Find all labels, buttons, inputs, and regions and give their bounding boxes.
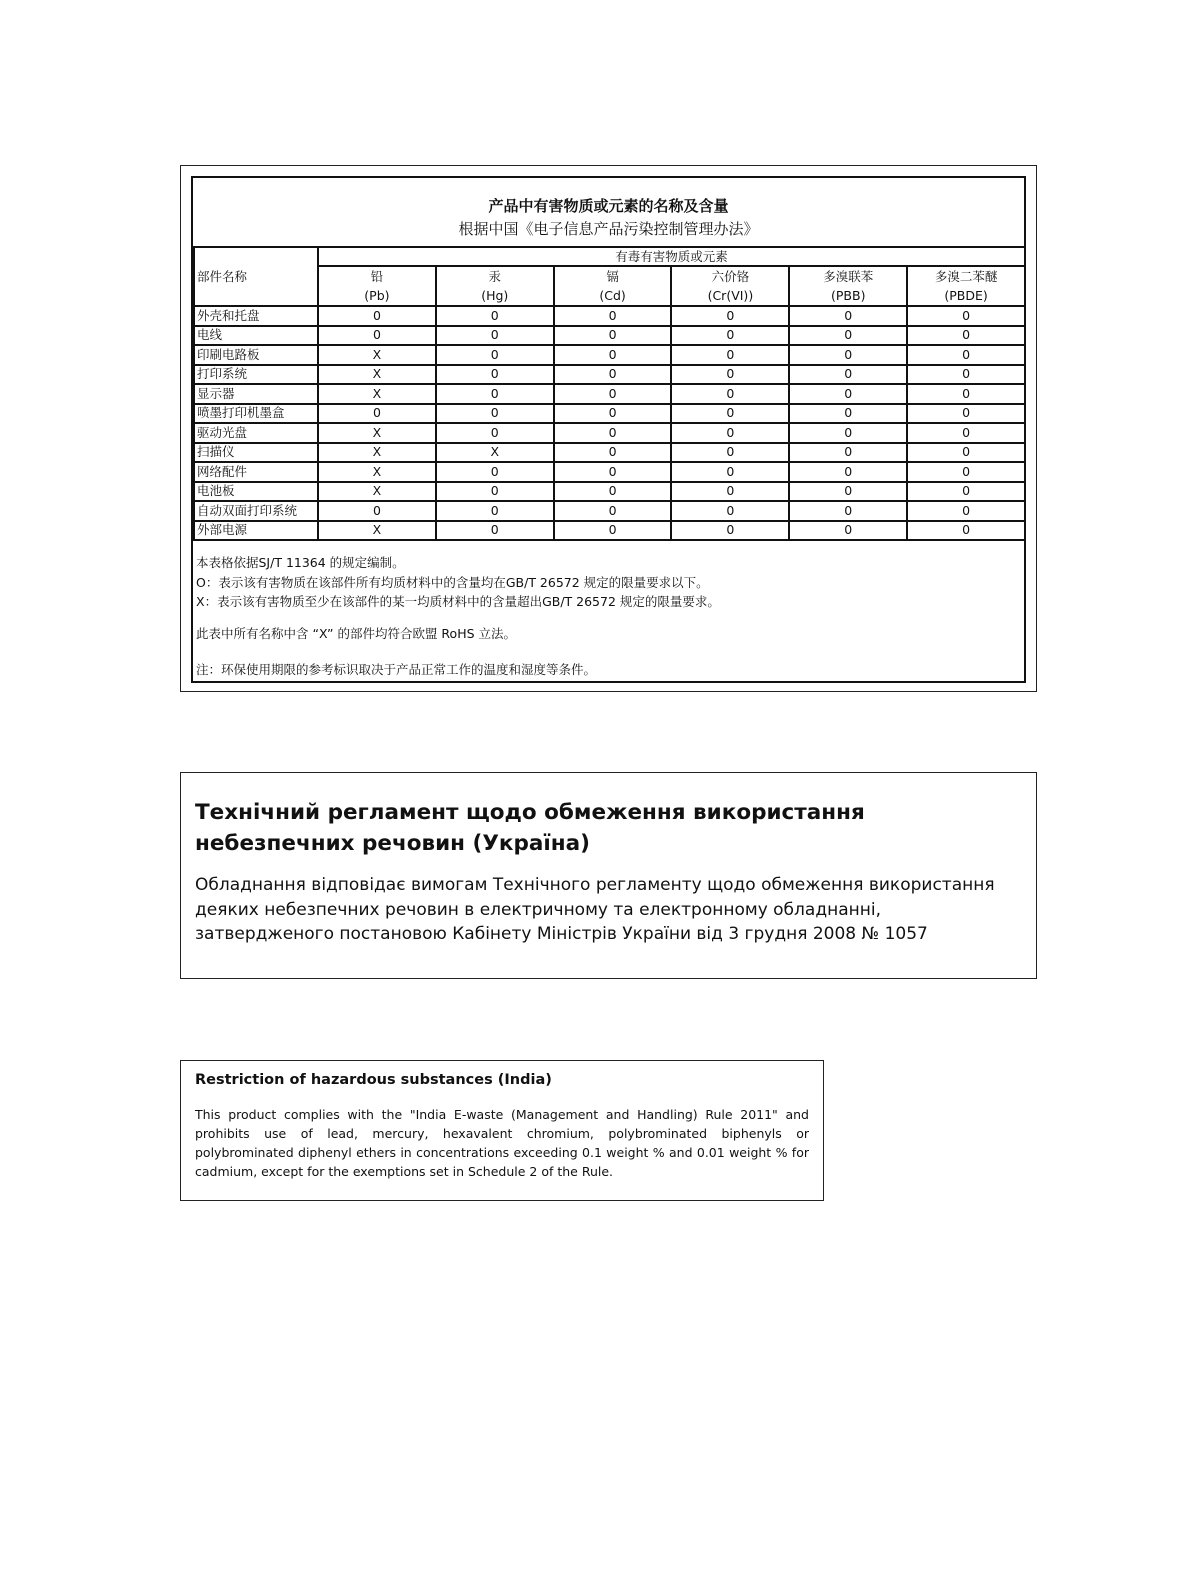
part-name-cell: 电线 xyxy=(194,326,318,346)
substance-value-cell: 0 xyxy=(671,345,789,365)
table-row xyxy=(194,423,1025,443)
substance-value-cell: 0 xyxy=(436,306,554,326)
substance-value-cell: 0 xyxy=(907,501,1025,521)
part-name-cell: 扫描仪 xyxy=(194,443,318,463)
substance-value-cell: 0 xyxy=(789,482,907,502)
substance-value-cell: 0 xyxy=(907,306,1025,326)
substance-symbol: (PBB) xyxy=(789,287,907,306)
substance-value-cell: 0 xyxy=(671,501,789,521)
substance-value-cell: 0 xyxy=(671,482,789,502)
table-row xyxy=(194,521,1025,541)
substance-value-cell: X xyxy=(318,384,436,404)
substance-value-cell: X xyxy=(436,443,554,463)
china-rohs-section xyxy=(180,165,1037,692)
substance-value-cell: X xyxy=(318,482,436,502)
substance-name-row xyxy=(194,266,1025,287)
ukraine-body-line: затвердженого постановою Кабінету Міністрів України від 3 грудня 2008 № 1057 xyxy=(195,924,928,944)
substance-name: 六价铬 xyxy=(671,266,789,287)
substance-value-cell: 0 xyxy=(318,501,436,521)
substance-group-header: 有毒有害物质或元素 xyxy=(318,247,1025,266)
substance-value-cell: 0 xyxy=(436,462,554,482)
ukraine-rohs-title xyxy=(195,797,1015,859)
substance-value-cell: 0 xyxy=(789,462,907,482)
substance-value-cell: 0 xyxy=(907,326,1025,346)
china-rohs-title: 产品中有害物质或元素的名称及含量 xyxy=(488,197,729,215)
table-row xyxy=(194,384,1025,404)
part-name-cell: 外壳和托盘 xyxy=(194,306,318,326)
india-rohs-section xyxy=(180,1060,824,1201)
substance-value-cell: 0 xyxy=(671,423,789,443)
substance-value-cell: 0 xyxy=(436,365,554,385)
ukraine-title-line: Технічний регламент щодо обмеження використання xyxy=(195,800,865,825)
ukraine-body-line: деяких небезпечних речовин в електричному та електронному обладнанні, xyxy=(195,899,881,920)
substance-value-cell: 0 xyxy=(907,482,1025,502)
substance-name: 铅 xyxy=(318,266,436,287)
substance-value-cell: 0 xyxy=(671,462,789,482)
substance-value-cell: 0 xyxy=(554,501,672,521)
substance-value-cell: 0 xyxy=(436,384,554,404)
substance-value-cell: 0 xyxy=(789,365,907,385)
part-name-cell: 喷墨打印机墨盒 xyxy=(194,404,318,424)
india-rohs-body: This product complies with the "India E-waste (Management and Handling) Rule 2011" and prohibits use of lead, mercury, hexavalent chromium, polybrominated biphenyls or polybrominated diphenyl ethers in concentrations exceeding 0.1 weight % and 0.01 weight % for cadmium, except for the exemptions set in Schedule 2 of the Rule. xyxy=(195,1107,809,1179)
table-header-row xyxy=(194,247,1025,266)
substance-value-cell: 0 xyxy=(554,326,672,346)
substance-value-cell: 0 xyxy=(789,501,907,521)
table-row xyxy=(194,365,1025,385)
substance-value-cell: 0 xyxy=(907,404,1025,424)
table-row xyxy=(194,345,1025,365)
substance-value-cell: 0 xyxy=(671,521,789,541)
substance-symbol-row xyxy=(194,287,1025,306)
substance-name: 汞 xyxy=(436,266,554,287)
substance-value-cell: 0 xyxy=(318,306,436,326)
substance-value-cell: 0 xyxy=(554,423,672,443)
substance-value-cell: X xyxy=(318,423,436,443)
part-name-cell: 驱动光盘 xyxy=(194,423,318,443)
substance-value-cell: 0 xyxy=(907,365,1025,385)
ukraine-rohs-body xyxy=(195,873,1025,947)
substance-value-cell: 0 xyxy=(554,521,672,541)
substance-name: 多溴二苯醚 xyxy=(907,266,1025,287)
substance-value-cell: 0 xyxy=(789,404,907,424)
substance-value-cell: X xyxy=(318,345,436,365)
substance-value-cell: X xyxy=(318,365,436,385)
substance-value-cell: 0 xyxy=(789,384,907,404)
substance-value-cell: 0 xyxy=(671,306,789,326)
table-row xyxy=(194,306,1025,326)
substance-name: 镉 xyxy=(554,266,672,287)
substance-symbol: (Cd) xyxy=(554,287,672,306)
substance-value-cell: 0 xyxy=(554,306,672,326)
part-name-cell: 网络配件 xyxy=(194,462,318,482)
part-name-cell: 电池板 xyxy=(194,482,318,502)
part-name-header: 部件名称 xyxy=(194,247,318,306)
substance-value-cell: 0 xyxy=(436,521,554,541)
substance-value-cell: 0 xyxy=(554,345,672,365)
substance-value-cell: 0 xyxy=(789,326,907,346)
substance-value-cell: 0 xyxy=(554,443,672,463)
substance-symbol: (Hg) xyxy=(436,287,554,306)
substance-value-cell: 0 xyxy=(554,384,672,404)
substance-value-cell: 0 xyxy=(907,443,1025,463)
substance-value-cell: 0 xyxy=(671,365,789,385)
part-name-cell: 显示器 xyxy=(194,384,318,404)
substance-value-cell: 0 xyxy=(671,443,789,463)
table-row xyxy=(194,501,1025,521)
substance-symbol: (Pb) xyxy=(318,287,436,306)
ukraine-body-line: Обладнання відповідає вимогам Технічного регламенту щодо обмеження використання xyxy=(195,875,995,895)
substance-value-cell: 0 xyxy=(907,423,1025,443)
substance-value-cell: 0 xyxy=(318,404,436,424)
table-row xyxy=(194,326,1025,346)
substance-value-cell: 0 xyxy=(907,345,1025,365)
substance-value-cell: 0 xyxy=(907,384,1025,404)
substance-value-cell: 0 xyxy=(554,365,672,385)
part-name-cell: 印刷电路板 xyxy=(194,345,318,365)
substance-value-cell: 0 xyxy=(436,326,554,346)
substance-value-cell: 0 xyxy=(671,404,789,424)
table-note: 此表中所有名称中含 “X” 的部件均符合欧盟 RoHS 立法。 xyxy=(196,626,517,641)
substance-value-cell: 0 xyxy=(436,482,554,502)
china-rohs-subtitle: 根据中国《电子信息产品污染控制管理办法》 xyxy=(458,220,759,238)
india-rohs-title: Restriction of hazardous substances (India) xyxy=(195,1072,552,1088)
substance-value-cell: 0 xyxy=(554,462,672,482)
hazardous-substance-table xyxy=(193,246,1026,541)
substance-value-cell: X xyxy=(318,443,436,463)
part-name-cell: 打印系统 xyxy=(194,365,318,385)
substance-value-cell: 0 xyxy=(789,423,907,443)
substance-value-cell: 0 xyxy=(907,521,1025,541)
substance-name: 多溴联苯 xyxy=(789,266,907,287)
substance-value-cell: 0 xyxy=(436,501,554,521)
substance-value-cell: 0 xyxy=(554,482,672,502)
table-note: O：表示该有害物质在该部件所有均质材料中的含量均在GB/T 26572 规定的限量要求以下。 xyxy=(196,575,709,590)
substance-value-cell: 0 xyxy=(436,423,554,443)
substance-symbol: (PBDE) xyxy=(907,287,1025,306)
substance-value-cell: 0 xyxy=(436,345,554,365)
part-name-cell: 自动双面打印系统 xyxy=(194,501,318,521)
substance-value-cell: X xyxy=(318,521,436,541)
table-row xyxy=(194,462,1025,482)
table-row xyxy=(194,443,1025,463)
ukraine-rohs-section xyxy=(180,772,1037,979)
table-row xyxy=(194,482,1025,502)
table-row xyxy=(194,404,1025,424)
china-rohs-frame xyxy=(191,176,1026,683)
substance-value-cell: 0 xyxy=(789,306,907,326)
substance-value-cell: 0 xyxy=(436,404,554,424)
substance-value-cell: X xyxy=(318,462,436,482)
substance-symbol: (Cr(VI)) xyxy=(671,287,789,306)
part-name-cell: 外部电源 xyxy=(194,521,318,541)
substance-value-cell: 0 xyxy=(318,326,436,346)
substance-value-cell: 0 xyxy=(671,326,789,346)
table-note: X：表示该有害物质至少在该部件的某一均质材料中的含量超出GB/T 26572 规定的限量要求。 xyxy=(196,594,720,609)
table-note: 本表格依据SJ/T 11364 的规定编制。 xyxy=(196,555,405,570)
substance-value-cell: 0 xyxy=(789,443,907,463)
substance-value-cell: 0 xyxy=(554,404,672,424)
substance-value-cell: 0 xyxy=(789,521,907,541)
table-note: 注：环保使用期限的参考标识取决于产品正常工作的温度和湿度等条件。 xyxy=(196,662,597,677)
substance-value-cell: 0 xyxy=(789,345,907,365)
ukraine-title-line: небезпечних речовин (Україна) xyxy=(195,831,590,856)
substance-value-cell: 0 xyxy=(671,384,789,404)
substance-value-cell: 0 xyxy=(907,462,1025,482)
